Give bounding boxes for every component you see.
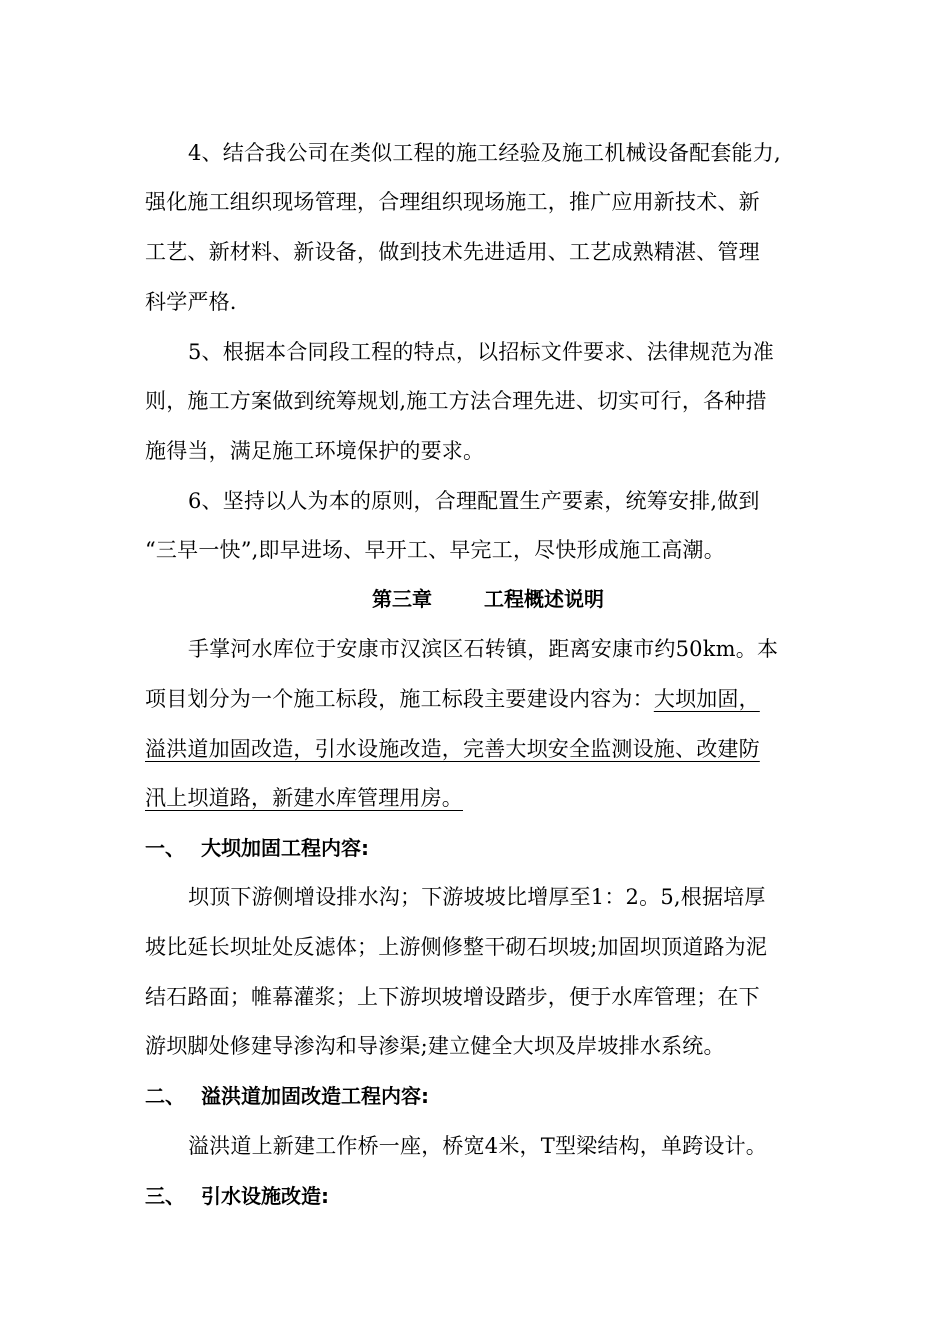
paragraph-6-line-2: “三早一快”,即早进场、早开工、早完工，尽快形成施工高潮。 <box>145 538 725 562</box>
paragraph-4-line-2: 强化施工组织现场管理，合理组织现场施工，推广应用新技术、新 <box>145 190 760 214</box>
overview-line-2 <box>145 686 805 712</box>
paragraph-4-line-3: 工艺、新材料、新设备，做到技术先进适用、工艺成熟精湛、管理 <box>145 240 760 264</box>
section-1-number: 一、 <box>145 836 185 860</box>
section-3-title: 引水设施改造: <box>201 1184 329 1208</box>
section-2-number: 二、 <box>145 1084 185 1108</box>
overview-line-3: 溢洪道加固改造，引水设施改造，完善大坝安全监测设施、改建防 <box>145 737 760 761</box>
overview-scope-underlined: 大坝加固， <box>653 687 760 711</box>
section-2-title: 溢洪道加固改造工程内容: <box>201 1084 429 1108</box>
paragraph-4-line-1: 4、结合我公司在类似工程的施工经验及施工机械设备配套能力, <box>188 141 781 165</box>
overview-line-2-text: 项目划分为一个施工标段，施工标段主要建设内容为： <box>145 687 654 711</box>
paragraph-6-line-1: 6、坚持以人为本的原则，合理配置生产要素，统筹安排,做到 <box>188 489 760 513</box>
section-3-number: 三、 <box>145 1184 185 1208</box>
section-2-heading <box>145 1083 429 1109</box>
section-1-line-4: 游坝脚处修建导渗沟和导渗渠;建立健全大坝及岸坡排水系统。 <box>145 1034 725 1058</box>
overview-line-1: 手掌河水库位于安康市汉滨区石转镇，距离安康市约50km。本 <box>188 637 779 661</box>
chapter-number: 第三章 <box>372 587 432 611</box>
section-1-title: 大坝加固工程内容: <box>201 836 369 860</box>
section-1-line-1: 坝顶下游侧增设排水沟；下游坡坡比增厚至1：2。5,根据培厚 <box>188 885 766 909</box>
paragraph-5-line-1: 5、根据本合同段工程的特点，以招标文件要求、法律规范为准 <box>188 340 774 364</box>
chapter-title: 工程概述说明 <box>484 587 604 611</box>
paragraph-5-line-2: 则，施工方案做到统筹规划,施工方法合理先进、切实可行，各种措 <box>145 389 767 413</box>
section-1-line-3: 结石路面；帷幕灌浆；上下游坝坡增设踏步，便于水库管理；在下 <box>145 985 760 1009</box>
paragraph-5-line-3: 施得当，满足施工环境保护的要求。 <box>145 439 485 463</box>
section-1-line-2: 坡比延长坝址处反滤体；上游侧修整干砌石坝坡;加固坝顶道路为泥 <box>145 935 768 959</box>
section-2-line-1: 溢洪道上新建工作桥一座，桥宽4米，T型梁结构，单跨设计。 <box>188 1134 767 1158</box>
paragraph-4-line-4: 科学严格. <box>145 290 237 314</box>
overview-line-4: 汛上坝道路，新建水库管理用房。 <box>145 786 463 810</box>
section-1-heading <box>145 835 369 861</box>
section-3-heading <box>145 1183 329 1209</box>
